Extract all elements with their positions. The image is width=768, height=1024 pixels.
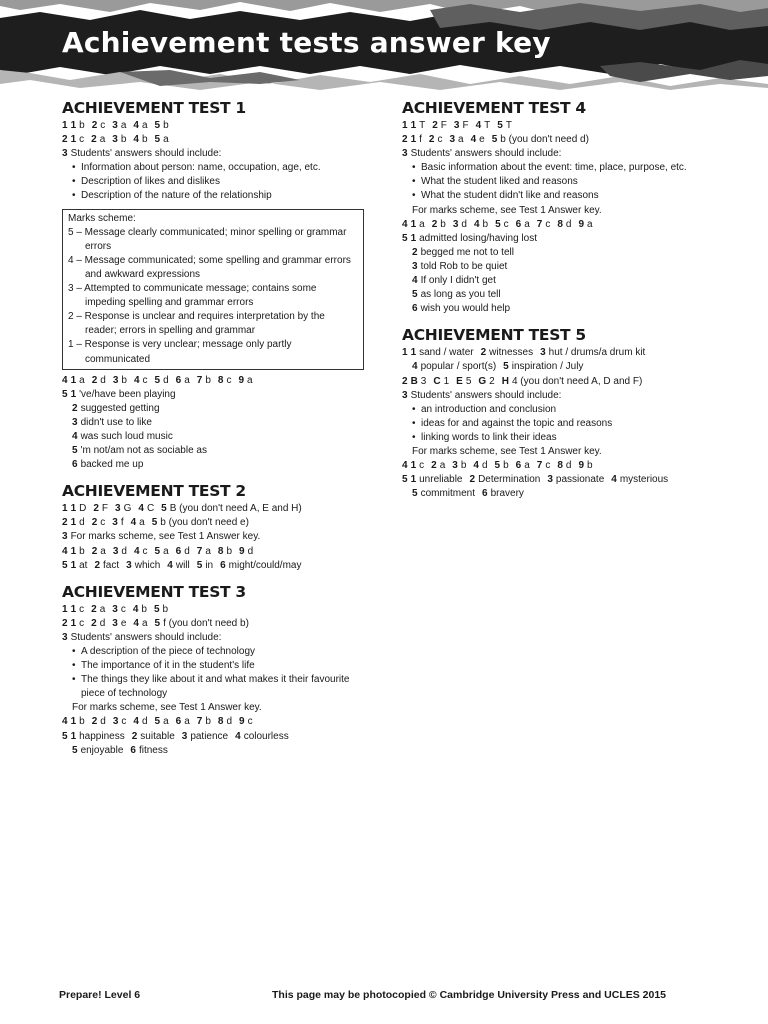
list-item: 5 as long as you tell [412, 289, 501, 301]
test-4-q1: 1 1 T 2 F 3 F 4 T 5 T [402, 120, 512, 131]
test-4-q5: 5 1 admitted losing/having lost [402, 232, 537, 244]
test-3-section [62, 582, 374, 758]
test-1-q2: 2 1 c 2 a 3 b 4 b 5 a [62, 134, 169, 146]
list-item: • What the student didn't like and reasons [402, 189, 702, 203]
marks-note: For marks scheme, see Test 1 Answer key. [412, 445, 602, 457]
test-2-q2: 2 1 d 2 c 3 f 4 a 5 b (you don't need e) [62, 517, 249, 529]
test-5-q4: 4 1 c 2 a 3 b 4 d 5 b 6 a 7 c 8 d 9 b [402, 460, 593, 472]
test-4-q4: 4 1 a 2 b 3 d 4 b 5 c 6 a 7 c 8 d 9 a [402, 218, 593, 230]
footer-level: Prepare! Level 6 [59, 989, 141, 1001]
test-1-q3: 3 Students' answers should include: [62, 148, 222, 160]
list-item: 2 suggested getting [72, 402, 160, 414]
list-item: 5 commitment 6 bravery [412, 488, 524, 500]
test-3-q2: 2 1 c 2 d 3 e 4 a 5 f (you don't need b) [62, 617, 249, 629]
test-1-q1: 1 1 b 2 c 3 a 4 a 5 b [62, 120, 169, 131]
list-item: 2 begged me not to tell [412, 246, 514, 258]
list-item: 4 popular / sport(s) 5 inspiration / July [412, 361, 584, 373]
marks-scheme-box: Marks scheme: 5 – Message clearly communicated; minor spelling or grammar errors 4 – Message communicated; some spelling and grammar errors and awkward expressions 3 – Attempted to communicate message; contains some impeding spelling and grammar errors 2 – Response is unclear and requires interpretation by the reader; errors in spelling and grammar 1 – Response is very unclear; message only partly communicated [62, 209, 364, 370]
test-4-q2: 2 1 f 2 c 3 a 4 e 5 b (you don't need d) [402, 134, 589, 146]
question-number: 2 [62, 134, 68, 146]
list-item: • A description of the piece of technology [62, 645, 374, 659]
test-5-heading: ACHIEVEMENT TEST 5 [402, 326, 586, 345]
test-2-q1: 1 1 D 2 F 3 G 4 C 5 B (you don't need A, E and H) [62, 503, 302, 515]
test-3-q5: 5 1 happiness 2 suitable 3 patience 4 colourless [62, 730, 289, 742]
test-1-section [62, 98, 374, 472]
page-title: Achievement tests answer key [62, 26, 551, 59]
list-item: 6 backed me up [72, 459, 144, 471]
question-number: 1 [62, 120, 68, 131]
list-item-continued: piece of technology [81, 688, 168, 700]
list-item: • an introduction and conclusion [402, 403, 702, 417]
test-1-q4: 4 1 a 2 d 3 b 4 c 5 d 6 a 7 b 8 c 9 a [62, 374, 253, 386]
test-5-q5: 5 1 unreliable 2 Determination 3 passionate 4 mysterious [402, 474, 669, 486]
test-1-q5: 5 1 've/have been playing [62, 388, 176, 400]
test-2-q4: 4 1 b 2 a 3 d 4 c 5 a 6 d 7 a 8 b 9 d [62, 545, 254, 557]
test-5-section [402, 325, 702, 501]
list-item: • The importance of it in the student's life [62, 659, 374, 673]
test-2-section [62, 481, 374, 572]
test-2-q3: 3 For marks scheme, see Test 1 Answer key. [62, 531, 261, 543]
list-item: • Description of likes and dislikes [62, 175, 374, 189]
list-item: 6 wish you would help [412, 303, 511, 315]
list-item: • Information about person: name, occupation, age, etc. [62, 161, 374, 175]
right-column [402, 98, 702, 501]
test-4-q3: 3 Students' answers should include: [402, 148, 562, 160]
left-column [62, 98, 374, 758]
list-item: 5 enjoyable 6 fitness [72, 744, 168, 756]
list-item: 5 'm not/am not as sociable as [72, 445, 207, 457]
test-4-section [402, 98, 702, 316]
header-banner [0, 0, 768, 92]
test-3-q3: 3 Students' answers should include: [62, 631, 222, 643]
test-5-q1: 1 1 sand / water 2 witnesses 3 hut / drums/a drum kit [402, 347, 646, 359]
test-2-q5: 5 1 at 2 fact 3 which 4 will 5 in 6 might/could/may [62, 559, 302, 571]
test-2-heading: ACHIEVEMENT TEST 2 [62, 482, 246, 501]
test-3-q1: 1 1 c 2 a 3 c 4 b 5 b [62, 603, 169, 615]
footer-copyright: This page may be photocopied © Cambridge University Press and UCLES 2015 [272, 989, 667, 1001]
list-item: • ideas for and against the topic and reasons [402, 417, 702, 431]
test-4-heading: ACHIEVEMENT TEST 4 [402, 99, 586, 117]
list-item: • linking words to link their ideas [402, 431, 702, 445]
test-3-q4: 4 1 b 2 d 3 c 4 d 5 a 6 a 7 b 8 d 9 c [62, 716, 253, 728]
list-item: • What the student liked and reasons [402, 175, 702, 189]
list-item: 4 If only I didn't get [412, 275, 496, 287]
list-item: • The things they like about it and what makes it their favourite [62, 673, 374, 687]
test-1-heading: ACHIEVEMENT TEST 1 [62, 99, 246, 117]
list-item: 4 was such loud music [72, 430, 173, 442]
test-5-q3: 3 Students' answers should include: [402, 389, 562, 401]
list-item: • Description of the nature of the relationship [62, 189, 374, 203]
list-item: • Basic information about the event: time, place, purpose, etc. [402, 161, 702, 175]
test-3-heading: ACHIEVEMENT TEST 3 [62, 582, 246, 601]
list-item: 3 told Rob to be quiet [412, 260, 508, 272]
list-item: 3 didn't use to like [72, 416, 152, 428]
marks-note: For marks scheme, see Test 1 Answer key. [412, 204, 602, 216]
test-5-q2: 2 B 3 C 1 E 5 G 2 H 4 (you don't need A, D and F) [402, 375, 643, 387]
marks-note: For marks scheme, see Test 1 Answer key. [72, 702, 262, 714]
